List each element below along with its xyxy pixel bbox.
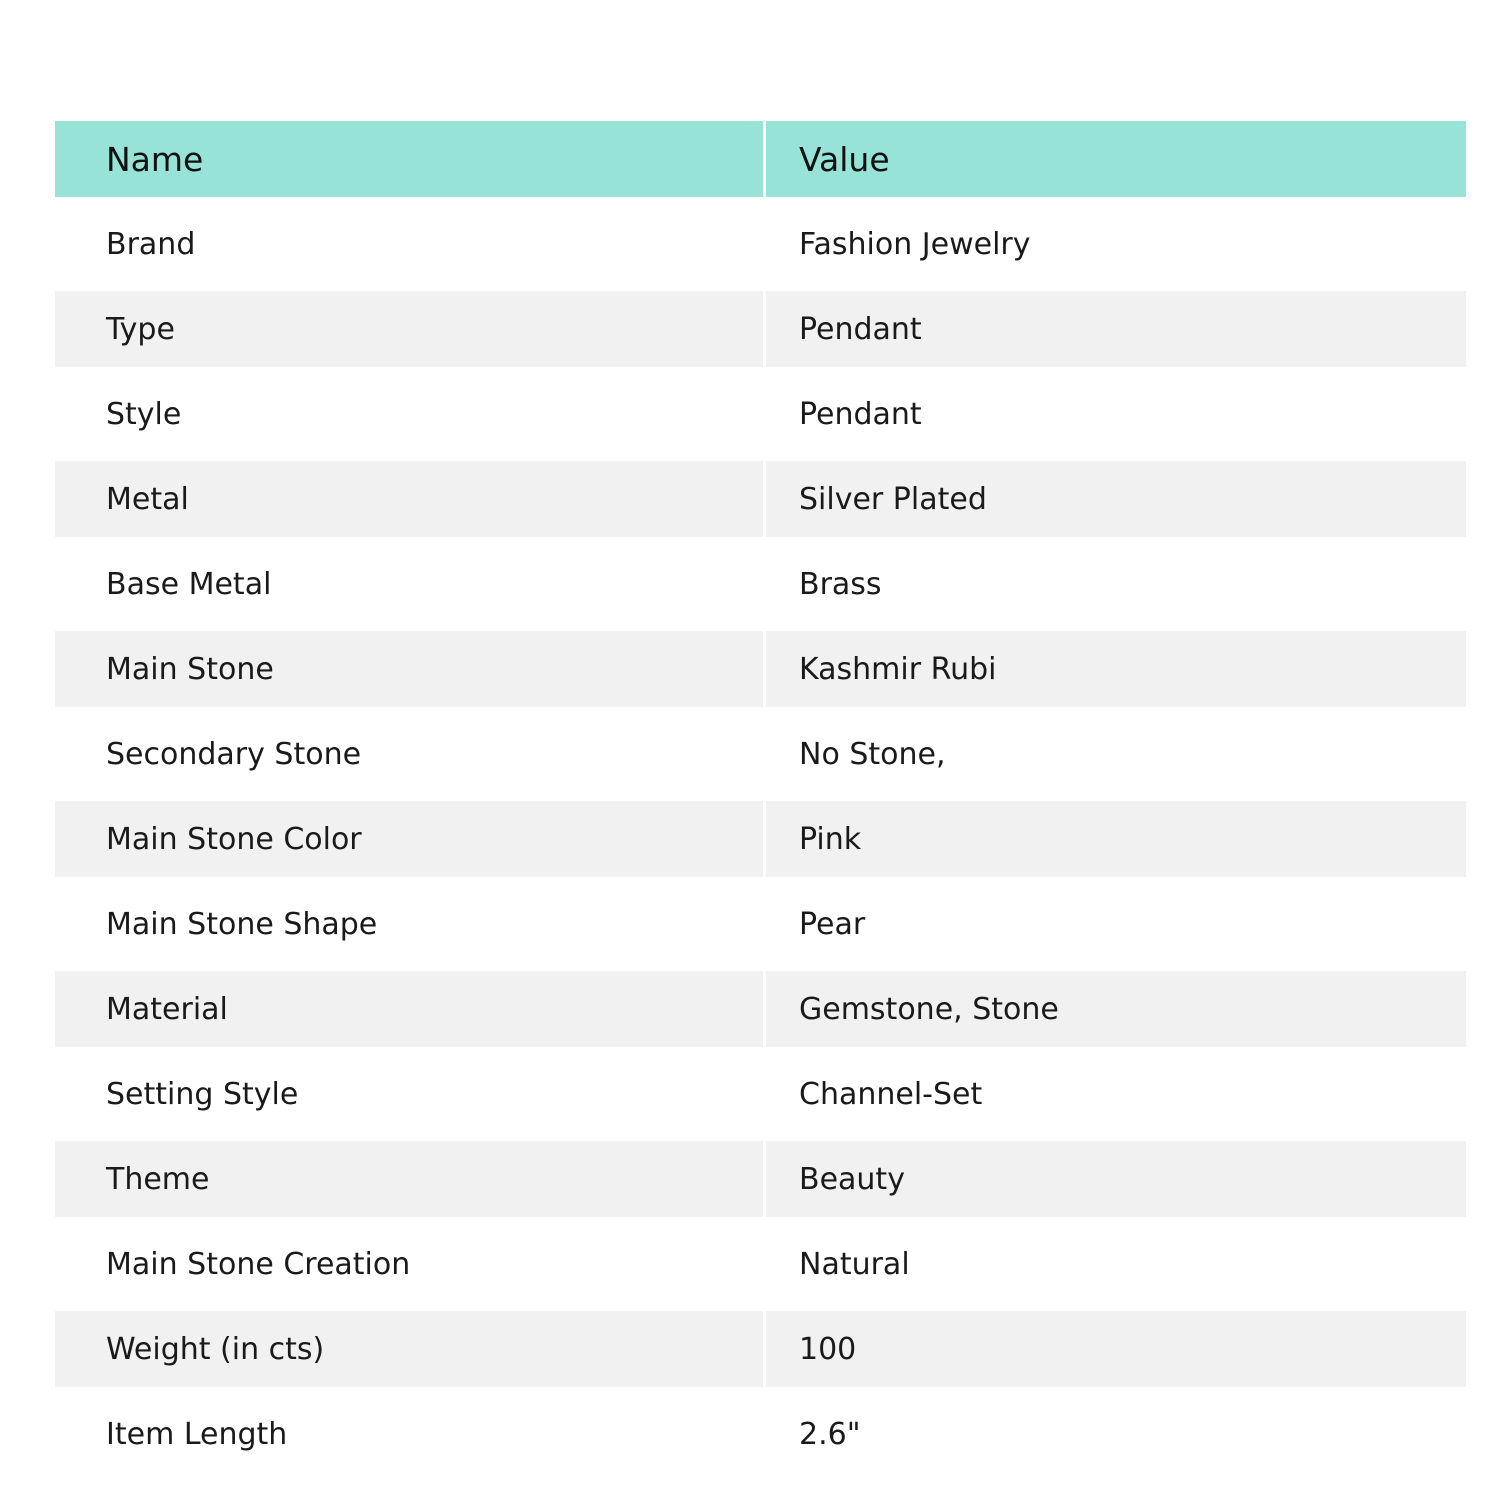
table-row xyxy=(55,1217,1466,1311)
row-name-cell: Base Metal xyxy=(55,537,766,631)
row-value-cell: 2.6" xyxy=(766,1387,1466,1481)
row-value-cell: Beauty xyxy=(766,1141,1466,1217)
table-row xyxy=(55,197,1466,291)
row-value-cell: No Stone, xyxy=(766,707,1466,801)
table-row xyxy=(55,707,1466,801)
table-row xyxy=(55,1311,1466,1387)
table-row xyxy=(55,367,1466,461)
row-name-cell: Brand xyxy=(55,197,766,291)
row-value-cell: Pink xyxy=(766,801,1466,877)
row-name-cell: Main Stone Color xyxy=(55,801,766,877)
row-value-cell: Kashmir Rubi xyxy=(766,631,1466,707)
row-name-cell: Weight (in cts) xyxy=(55,1311,766,1387)
row-value-cell: Natural xyxy=(766,1217,1466,1311)
row-value-cell: Silver Plated xyxy=(766,461,1466,537)
specifications-table xyxy=(55,121,1466,1481)
row-name-cell: Item Length xyxy=(55,1387,766,1481)
row-name-cell: Main Stone Creation xyxy=(55,1217,766,1311)
row-value-cell: Brass xyxy=(766,537,1466,631)
row-value-cell: Gemstone, Stone xyxy=(766,971,1466,1047)
row-name-cell: Material xyxy=(55,971,766,1047)
row-name-cell: Main Stone Shape xyxy=(55,877,766,971)
table-row xyxy=(55,1047,1466,1141)
row-value-cell: Pear xyxy=(766,877,1466,971)
row-name-cell: Type xyxy=(55,291,766,367)
row-name-cell: Style xyxy=(55,367,766,461)
table-row xyxy=(55,801,1466,877)
row-name-cell: Setting Style xyxy=(55,1047,766,1141)
row-value-cell: Fashion Jewelry xyxy=(766,197,1466,291)
table-row xyxy=(55,631,1466,707)
table-body xyxy=(55,197,1466,1481)
table-header-row xyxy=(55,121,1466,197)
table-row xyxy=(55,1387,1466,1481)
table-row xyxy=(55,537,1466,631)
row-name-cell: Main Stone xyxy=(55,631,766,707)
row-name-cell: Secondary Stone xyxy=(55,707,766,801)
row-value-cell: 100 xyxy=(766,1311,1466,1387)
row-value-cell: Pendant xyxy=(766,367,1466,461)
table-row xyxy=(55,291,1466,367)
row-name-cell: Metal xyxy=(55,461,766,537)
table-row xyxy=(55,877,1466,971)
column-header-name: Name xyxy=(55,121,766,197)
column-header-value: Value xyxy=(766,121,1466,197)
row-value-cell: Pendant xyxy=(766,291,1466,367)
row-name-cell: Theme xyxy=(55,1141,766,1217)
table-row xyxy=(55,461,1466,537)
table-row xyxy=(55,971,1466,1047)
table-row xyxy=(55,1141,1466,1217)
row-value-cell: Channel-Set xyxy=(766,1047,1466,1141)
